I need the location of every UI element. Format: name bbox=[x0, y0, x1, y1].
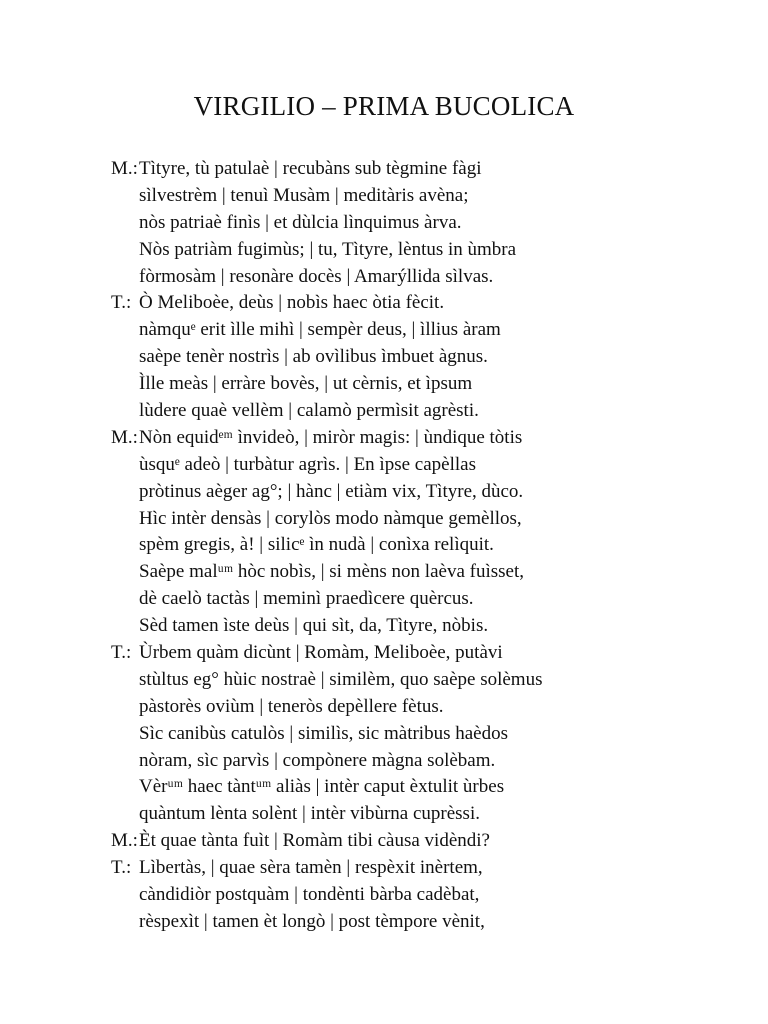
verse-line bbox=[111, 452, 748, 479]
verse-text: Nòs patriàm fugimùs; | tu, Tìtyre, lèntus in ùmbra bbox=[139, 238, 517, 260]
verse-text: Sìc canibùs catulòs | similìs, sic màtribus haèdos bbox=[139, 722, 508, 744]
verse-text: Hìc intèr densàs | corylòs modo nàmque gemèllos, bbox=[139, 507, 522, 529]
speaker-label: M.: bbox=[111, 830, 138, 852]
verse-line bbox=[111, 694, 748, 721]
document-title: VIRGILIO – PRIMA BUCOLICA bbox=[193, 91, 575, 121]
verse-line bbox=[111, 183, 748, 210]
speaker-label: M.: bbox=[111, 158, 138, 179]
verse-text: Nòn equidᵉᵐ ìnvideò, | miròr magis: | ùndique tòtis bbox=[139, 426, 523, 448]
verse-text: càndidiòr postquàm | tondènti bàrba cadèbat, bbox=[139, 884, 480, 906]
verse-text: ùsquᵉ adeò | turbàtur agrìs. | En ìpse capèllas bbox=[139, 453, 476, 475]
verse-text: dè caelò tactàs | meminì praedìcere quèrcus. bbox=[139, 588, 474, 610]
verse-line bbox=[111, 264, 748, 291]
verse-text: pàstorès oviùm | teneròs depèllere fètus. bbox=[139, 695, 444, 717]
verse-text: Vèrᵘᵐ haec tàntᵘᵐ aliàs | intèr caput èxtulit ùrbes bbox=[139, 776, 505, 798]
verse-text: sìlvestrèm | tenuì Musàm | meditàris avèna; bbox=[139, 184, 469, 206]
verse-text: lùdere quaè vellèm | calamò permìsit agrèsti. bbox=[139, 400, 479, 422]
verse-text: Ìlle meàs | erràre bovès, | ut cèrnis, et ìpsum bbox=[139, 373, 473, 395]
verse-line bbox=[111, 721, 748, 748]
verse-line bbox=[111, 855, 748, 882]
speaker-label: M.: bbox=[111, 426, 138, 448]
verse-line bbox=[111, 667, 748, 694]
speaker-label: T.: bbox=[111, 292, 132, 314]
verse-line bbox=[111, 371, 748, 398]
verse-text: stùltus eg° hùic nostraè | similèm, quo saèpe solèmus bbox=[139, 668, 543, 690]
verse-line bbox=[111, 613, 748, 640]
verse-text: Lìbertàs, | quae sèra tamèn | respèxit inèrtem, bbox=[139, 857, 483, 879]
verse-line bbox=[111, 156, 748, 183]
verse-text: rèspexìt | tamen èt longò | post tèmpore vènit, bbox=[139, 910, 485, 932]
verse-line bbox=[111, 479, 748, 506]
verse-line bbox=[111, 506, 748, 533]
verse-text: Sèd tamen ìste deùs | qui sìt, da, Tìtyre, nòbis. bbox=[139, 615, 489, 637]
verse-text: pròtinus aèger ag°; | hànc | etiàm vix, Tìtyre, dùco. bbox=[139, 480, 524, 502]
verse-line bbox=[111, 317, 748, 344]
verse-line bbox=[111, 398, 748, 425]
verse-text: nòram, sìc parvìs | compònere màgna solèbam. bbox=[139, 749, 496, 771]
verse-line bbox=[111, 237, 748, 264]
verse-line bbox=[111, 344, 748, 371]
verse-text: Tìtyre, tù patulaè | recubàns sub tègmine fàgi bbox=[139, 158, 482, 179]
verse-list bbox=[111, 156, 748, 936]
verse-line bbox=[111, 425, 748, 452]
verse-line bbox=[111, 586, 748, 613]
verse-line bbox=[111, 559, 748, 586]
verse-line bbox=[111, 774, 748, 801]
verse-line bbox=[111, 882, 748, 909]
verse-text: spèm gregis, à! | silicᵉ ìn nudà | conìxa relìquit. bbox=[139, 534, 494, 556]
verse-text: saèpe tenèr nostrìs | ab ovìlibus ìmbuet àgnus. bbox=[139, 346, 488, 368]
verse-line bbox=[111, 290, 748, 317]
verse-text: Èt quae tànta fuìt | Romàm tibi càusa vidèndi? bbox=[139, 830, 490, 852]
verse-line bbox=[111, 532, 748, 559]
verse-line bbox=[111, 210, 748, 237]
verse-line bbox=[111, 640, 748, 667]
verse-text: Saèpe malᵘᵐ hòc nobìs, | si mèns non laèva fuìsset, bbox=[139, 561, 524, 583]
verse-text: Ùrbem quàm dicùnt | Romàm, Meliboèe, putàvi bbox=[139, 642, 503, 664]
verse-text: Ò Meliboèe, deùs | nobìs haec òtia fècit. bbox=[139, 292, 445, 314]
speaker-label: T.: bbox=[111, 642, 132, 664]
verse-line bbox=[111, 748, 748, 775]
verse-text: nòs patriaè finìs | et dùlcia lìnquimus àrva. bbox=[139, 211, 462, 233]
verse-line bbox=[111, 828, 748, 855]
verse-line bbox=[111, 909, 748, 936]
verse-text: nàmquᵉ erit ìlle mihì | sempèr deus, | ìllius àram bbox=[139, 319, 501, 341]
verse-text: fòrmosàm | resonàre docès | Amarýllida sìlvas. bbox=[139, 265, 494, 287]
verse-line bbox=[111, 801, 748, 828]
speaker-label: T.: bbox=[111, 857, 132, 879]
verse-text: quàntum lènta solènt | intèr vibùrna cuprèssi. bbox=[139, 803, 480, 825]
